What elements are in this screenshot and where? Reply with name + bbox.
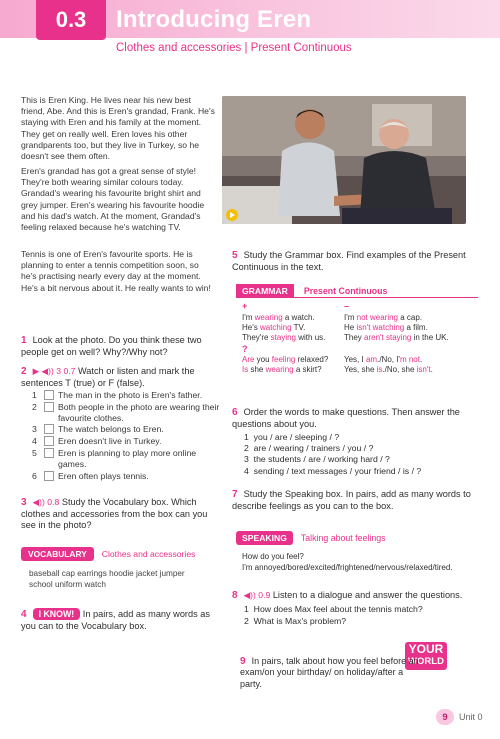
- task-3: [21, 497, 221, 532]
- grammar-label: GRAMMAR: [236, 284, 294, 298]
- vocabulary-words: baseball cap earrings hoodie jacket jumper school uniform watch: [29, 569, 185, 589]
- lesson-number: 0.3: [36, 0, 106, 40]
- answer-checkbox[interactable]: [44, 424, 54, 434]
- answer-examples: Yes, I am./No, I'm not. Yes, she is./No, she isn't.: [344, 355, 433, 375]
- task-number: 7: [232, 489, 238, 500]
- speaking-title: Talking about feelings: [300, 533, 386, 543]
- page-number: 9: [436, 709, 454, 725]
- list-item: [32, 402, 222, 424]
- dialogue-questions: [244, 603, 474, 627]
- your-world-line: YOUR: [408, 642, 444, 656]
- item-text: Eren is planning to play more online games.: [58, 447, 197, 469]
- task-8: [232, 590, 472, 602]
- item-text: Both people in the photo are wearing their favourite clothes.: [58, 401, 220, 423]
- grammar-box: [236, 284, 478, 375]
- answer-checkbox[interactable]: [44, 390, 54, 400]
- item-text: Eren often plays tennis.: [58, 470, 149, 481]
- list-item: 4 sending / text messages / your friend / is / ?: [244, 465, 422, 476]
- answer-checkbox[interactable]: [44, 436, 54, 446]
- task-text: Watch or listen and mark the sentences T (true) or F (false).: [21, 366, 195, 388]
- list-item: [32, 471, 222, 482]
- task-text: Listen to a dialogue and answer the questions.: [272, 590, 463, 600]
- reading-paragraph-1: This is Eren King. He lives near his new best friend, Abe. And this is Eren's grandad, Frank. He's staying with Eren and his family at the moment. They get on really well. Eren loves his other grandparents too, but they live in Turkey, so he doesn't see them often.: [21, 95, 215, 162]
- task-text: Study the Vocabulary box. Which clothes and accessories from the box can you see in the photo?: [21, 497, 208, 531]
- speaking-phrases: [242, 551, 478, 573]
- audio-track: 3 0.7: [56, 366, 76, 376]
- task-text: Study the Grammar box. Find examples of the Present Continuous in the text.: [232, 250, 466, 272]
- task-number: 3: [21, 497, 27, 508]
- task-number: 8: [232, 590, 238, 601]
- speaking-label: SPEAKING: [236, 531, 293, 545]
- task-4: [21, 609, 221, 632]
- audio-track: 0.8: [47, 497, 60, 507]
- question-examples: Are you feeling relaxed? Is she wearing a skirt?: [242, 355, 329, 375]
- positive-symbol: +: [242, 301, 248, 311]
- item-text: Eren doesn't live in Turkey.: [58, 436, 162, 447]
- true-false-list: [32, 390, 222, 482]
- item-number: 1: [32, 390, 37, 400]
- audio-track: 0.9: [258, 590, 271, 600]
- task-number: 1: [21, 335, 27, 346]
- task-6: [232, 407, 472, 430]
- list-item: [32, 424, 222, 435]
- reading-paragraph-2: Eren's grandad has got a great sense of style! They're both wearing similar colours today. Grandad's wearing his favourite bright shirt and grey jumper. Eren's wearing his favourite hoodie and his dad's watch. At the moment, Grandad's feeling relaxed because he's watching TV.: [21, 166, 205, 233]
- task-text: Study the Speaking box. In pairs, add as many words to describe feelings as you can to the box.: [232, 489, 471, 511]
- grammar-title: Present Continuous: [303, 285, 388, 296]
- audio-icon[interactable]: ◀)): [32, 497, 48, 507]
- task-text: Order the words to make questions. Then answer the questions about you.: [232, 407, 460, 429]
- page-title: Introducing Eren: [116, 6, 312, 33]
- list-item: 2 are / wearing / trainers / you / ?: [244, 443, 374, 454]
- task-text: In pairs, talk about how you feel before an exam/on your birthday/ on holiday/after a party.: [240, 656, 419, 689]
- item-text: The watch belongs to Eren.: [58, 424, 164, 435]
- item-number: 3: [32, 424, 37, 435]
- negative-examples: I'm not wearing a cap. He isn't watching a film. They aren't staying in the UK.: [344, 313, 449, 343]
- video-audio-icon[interactable]: ▶ ◀)): [32, 366, 57, 376]
- task-number: 4: [21, 609, 27, 620]
- positive-examples: I'm wearing a watch. He's watching TV. They're staying with us.: [242, 313, 326, 343]
- item-number: 6: [32, 470, 37, 481]
- task-number: 2: [21, 366, 27, 377]
- negative-symbol: –: [344, 301, 350, 311]
- speaking-header: [236, 531, 478, 545]
- task-7: [232, 489, 472, 512]
- answer-checkbox[interactable]: [44, 448, 54, 458]
- answer-checkbox[interactable]: [44, 471, 54, 481]
- task-number: 5: [232, 250, 238, 261]
- list-item: 2 What is Max's problem?: [244, 616, 347, 626]
- list-item: 3 the students / are / working hard / ?: [244, 454, 390, 465]
- list-item: [32, 436, 222, 447]
- item-number: 4: [32, 436, 37, 447]
- page-subtitle: Clothes and accessories | Present Continuous: [116, 42, 352, 54]
- unit-label: Unit 0: [459, 712, 483, 722]
- speaking-line: I'm annoyed/bored/excited/frightened/nervous/relaxed/tired.: [242, 563, 453, 572]
- reading-paragraph-3: Tennis is one of Eren's favourite sports. He is planning to enter a tennis competition soon, so he's practising nearly every day at the moment. He's a bit nervous about it. He really wants to win!: [21, 249, 211, 293]
- list-item: [32, 390, 222, 401]
- task-2: [21, 366, 221, 389]
- grammar-header: [236, 284, 478, 298]
- video-play-icon[interactable]: [226, 209, 238, 221]
- photo-eren-and-grandad[interactable]: [222, 96, 466, 224]
- task-5: [232, 250, 472, 273]
- speaking-line: How do you feel?: [242, 552, 304, 561]
- item-text: The man in the photo is Eren's father.: [58, 390, 203, 400]
- photo-illustration: [222, 96, 466, 224]
- list-item: [32, 448, 222, 470]
- item-number: 5: [32, 447, 37, 458]
- order-words-list: [244, 432, 474, 477]
- question-symbol: ?: [242, 344, 248, 354]
- audio-icon[interactable]: ◀)): [243, 590, 259, 600]
- task-9: [240, 656, 420, 690]
- your-world-line: WORLD: [408, 656, 444, 667]
- list-item: 1 How does Max feel about the tennis match?: [244, 604, 423, 614]
- vocabulary-title: Clothes and accessories: [101, 548, 196, 559]
- i-know-badge: I KNOW!: [33, 608, 81, 620]
- task-text: Look at the photo. Do you think these two people get on well? Why?/Why not?: [21, 335, 202, 357]
- item-number: 2: [32, 401, 37, 412]
- list-item: 1 you / are / sleeping / ?: [244, 432, 340, 442]
- task-1: [21, 335, 221, 358]
- page-footer: [436, 709, 483, 725]
- vocabulary-header: [21, 546, 221, 561]
- task-number: 9: [240, 656, 246, 667]
- task-number: 6: [232, 407, 238, 418]
- answer-checkbox[interactable]: [44, 402, 54, 412]
- vocabulary-label: VOCABULARY: [21, 547, 94, 561]
- task-text: In pairs, add as many words as you can to the Vocabulary box.: [21, 609, 210, 631]
